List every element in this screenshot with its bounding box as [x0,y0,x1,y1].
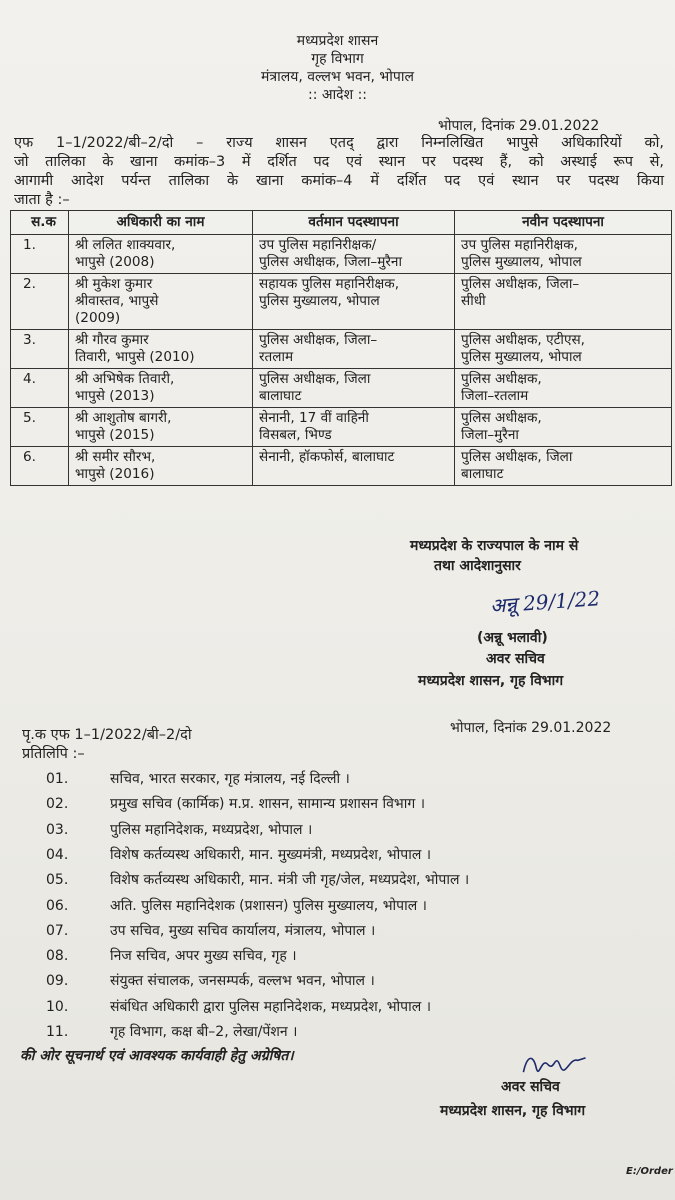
table-header-row [11,211,672,235]
cell-new-posting-line: पुलिस अधीक्षक, जिला [461,449,573,465]
cell-sno [11,235,69,274]
cell-officer-name [69,330,253,369]
cell-current-posting-line: रतलाम [259,349,294,365]
cell-officer-name-line: (2009) [75,310,121,326]
cell-new-posting-line: पुलिस मुख्यालय, भोपाल [461,254,582,270]
copy-item-text: संबंधित अधिकारी द्वारा पुलिस महानिदेशक, मध्यप्रदेश, भोपाल । [110,998,432,1015]
signatory2-department: मध्यप्रदेश शासन, गृह विभाग [440,1103,586,1119]
table-row [11,274,672,330]
header-line2: गृह विभाग [311,51,364,67]
cell-sno [11,330,69,369]
cell-officer-name-line: श्री समीर सौरभ, [75,449,156,465]
cell-current-posting [253,408,455,447]
cell-new-posting-line: पुलिस अधीक्षक, एटीएस, [461,332,585,348]
cell-current-posting [253,369,455,408]
cell-sno-line: 1. [23,237,36,253]
cell-officer-name-line: श्री ललित शाक्यवार, [75,237,176,253]
cell-sno-line: 6. [23,449,36,465]
table-row [11,447,672,486]
cell-new-posting [455,330,672,369]
footer-code: E:/Order [626,1166,673,1177]
cell-current-posting [253,330,455,369]
copy-item-text: विशेष कर्तव्यस्थ अधिकारी, मान. मुख्यमंत्री, मध्यप्रदेश, भोपाल । [110,846,432,863]
cell-officer-name [69,369,253,408]
cell-officer-name-line: भापुसे (2016) [75,466,155,482]
signatory-name: (अन्नू भलावी) [477,630,548,646]
signatory2-designation: अवर सचिव [501,1079,560,1095]
copy-item-text: सचिव, भारत सरकार, गृह मंत्रालय, नई दिल्ली । [110,771,350,787]
copy-item-number: 08. [46,948,69,965]
col-header-name: अधिकारी का नाम [69,211,253,235]
cell-officer-name-line: तिवारी, भापुसे (2010) [75,349,195,365]
order-text-line1: एफ 1–1/2022/बी–2/दो – राज्य शासन एतद् द्वारा निम्नलिखित भापुसे अधिकारियों को, [14,135,664,151]
copy-item-text: गृह विभाग, कक्ष बी–2, लेखा/पेंशन । [110,1024,298,1040]
cell-new-posting [455,447,672,486]
copy-item-text: संयुक्त संचालक, जनसम्पर्क, वल्लभ भवन, भोपाल । [110,973,375,990]
cell-officer-name [69,408,253,447]
cell-current-posting-line: पुलिस अधीक्षक, जिला [259,371,371,387]
cell-new-posting-line: बालाघाट [461,466,504,482]
cell-sno [11,274,69,330]
cell-sno-line: 2. [23,276,36,292]
col-header-new-posting: नवीन पदस्थापना [455,211,672,235]
authority-line2: तथा आदेशानुसार [434,558,521,574]
cell-officer-name [69,235,253,274]
cell-new-posting [455,408,672,447]
copy-item-number: 05. [46,872,69,889]
cell-current-posting-line: पुलिस मुख्यालय, भोपाल [259,293,380,309]
copy-item-number: 03. [46,821,69,838]
table-row [11,408,672,447]
table-row [11,235,672,274]
header-line4: :: आदेश :: [307,87,368,103]
col-header-sno: स.क [11,211,69,235]
table-row [11,330,672,369]
cell-sno-line: 4. [23,371,36,387]
order-text-line2: जो तालिका के खाना कमांक–3 में दर्शित पद एवं स्थान पर पदस्थ हैं, को अस्थाई रूप से, [14,154,664,170]
cell-current-posting [253,274,455,330]
cell-officer-name-line: श्री अभिषेक तिवारी, [75,371,175,387]
copy-label: प्रतिलिपि :– [22,746,85,762]
forwarding-note: की ओर सूचनार्थ एवं आवश्यक कार्यवाही हेतु अग्रेषित। [20,1048,294,1064]
cell-new-posting [455,274,672,330]
cell-new-posting-line: पुलिस मुख्यालय, भोपाल [461,349,582,365]
cell-new-posting-line: जिला–मुरैना [461,427,519,443]
copy-item-number: 10. [46,998,69,1015]
cell-sno-line: 5. [23,410,36,426]
header-line3: मंत्रालय, वल्लभ भवन, भोपाल [261,69,414,85]
copy-item-text: उप सचिव, मुख्य सचिव कार्यालय, मंत्रालय, भोपाल । [110,922,376,939]
copy-item-number: 01. [46,771,69,787]
copy-item-number: 09. [46,973,69,990]
cell-sno-line: 3. [23,332,36,348]
cell-current-posting-line: सेनानी, 17 वीं वाहिनी [259,410,369,426]
cell-current-posting [253,447,455,486]
order-text-line4: जाता है :– [14,192,70,208]
order-text-line3: आगामी आदेश पर्यन्त तालिका के खाना कमांक–4 में दर्शित पद एवं स्थान पर पदस्थ किया [14,173,664,189]
handwritten-signature: अन्नू 29/1/22 [489,586,601,618]
cell-current-posting-line: उप पुलिस महानिरीक्षक/ [259,237,377,253]
cell-current-posting-line: बालाघाट [259,388,302,404]
copy-item-text: अति. पुलिस महानिदेशक (प्रशासन) पुलिस मुख्यालय, भोपाल । [110,897,427,914]
copy-item-number: 02. [46,796,69,813]
cell-current-posting-line: विसबल, भिण्ड [259,427,332,443]
table-row [11,369,672,408]
cell-new-posting [455,235,672,274]
cell-sno [11,447,69,486]
cell-officer-name [69,274,253,330]
cell-officer-name-line: भापुसे (2015) [75,427,155,443]
copy-item-number: 04. [46,846,69,863]
copy-item-number: 07. [46,922,69,939]
cell-officer-name [69,447,253,486]
copy-item-text: प्रमुख सचिव (कार्मिक) म.प्र. शासन, सामान्य प्रशासन विभाग । [110,796,426,813]
col-header-current-posting: वर्तमान पदस्थापना [253,211,455,235]
cell-sno [11,408,69,447]
cell-officer-name-line: भापुसे (2013) [75,388,155,404]
cell-current-posting-line: सेनानी, हॉकफोर्स, बालाघाट [259,449,395,465]
cell-officer-name-line: भापुसे (2008) [75,254,155,270]
copy-item-number: 11. [46,1024,69,1040]
endorsement-date: भोपाल, दिनांक 29.01.2022 [450,720,612,736]
cell-new-posting-line: पुलिस अधीक्षक, [461,410,542,426]
order-date: भोपाल, दिनांक 29.01.2022 [438,118,600,134]
cell-sno [11,369,69,408]
cell-officer-name-line: श्री मुकेश कुमार [75,276,153,292]
cell-current-posting [253,235,455,274]
cell-new-posting [455,369,672,408]
posting-table [10,210,672,486]
cell-new-posting-line: सीधी [461,293,486,309]
cell-current-posting-line: पुलिस अधीक्षक, जिला–मुरैना [259,254,402,270]
copy-item-text: विशेष कर्तव्यस्थ अधिकारी, मान. मंत्री जी गृह/जेल, मध्यप्रदेश, भोपाल । [110,872,470,889]
signatory-designation: अवर सचिव [486,651,545,667]
copy-item-number: 06. [46,897,69,914]
header-line1: मध्यप्रदेश शासन [296,33,379,49]
signatory-department: मध्यप्रदेश शासन, गृह विभाग [418,673,564,689]
cell-new-posting-line: जिला–रतलाम [461,388,529,404]
cell-current-posting-line: सहायक पुलिस महानिरीक्षक, [259,276,400,292]
cell-new-posting-line: पुलिस अधीक्षक, जिला– [461,276,580,292]
copy-item-text: पुलिस महानिदेशक, मध्यप्रदेश, भोपाल । [110,821,313,838]
cell-new-posting-line: उप पुलिस महानिरीक्षक, [461,237,578,253]
endorsement-ref: पृ.क एफ 1–1/2022/बी–2/दो [22,727,192,743]
cell-officer-name-line: श्री आशुतोष बागरी, [75,410,172,426]
cell-officer-name-line: श्री गौरव कुमार [75,332,149,348]
cell-current-posting-line: पुलिस अधीक्षक, जिला– [259,332,378,348]
authority-line1: मध्यप्रदेश के राज्यपाल के नाम से [410,538,579,554]
cell-officer-name-line: श्रीवास्तव, भापुसे [75,293,159,309]
cell-new-posting-line: पुलिस अधीक्षक, [461,371,542,387]
copy-item-text: निज सचिव, अपर मुख्य सचिव, गृह । [110,948,297,965]
